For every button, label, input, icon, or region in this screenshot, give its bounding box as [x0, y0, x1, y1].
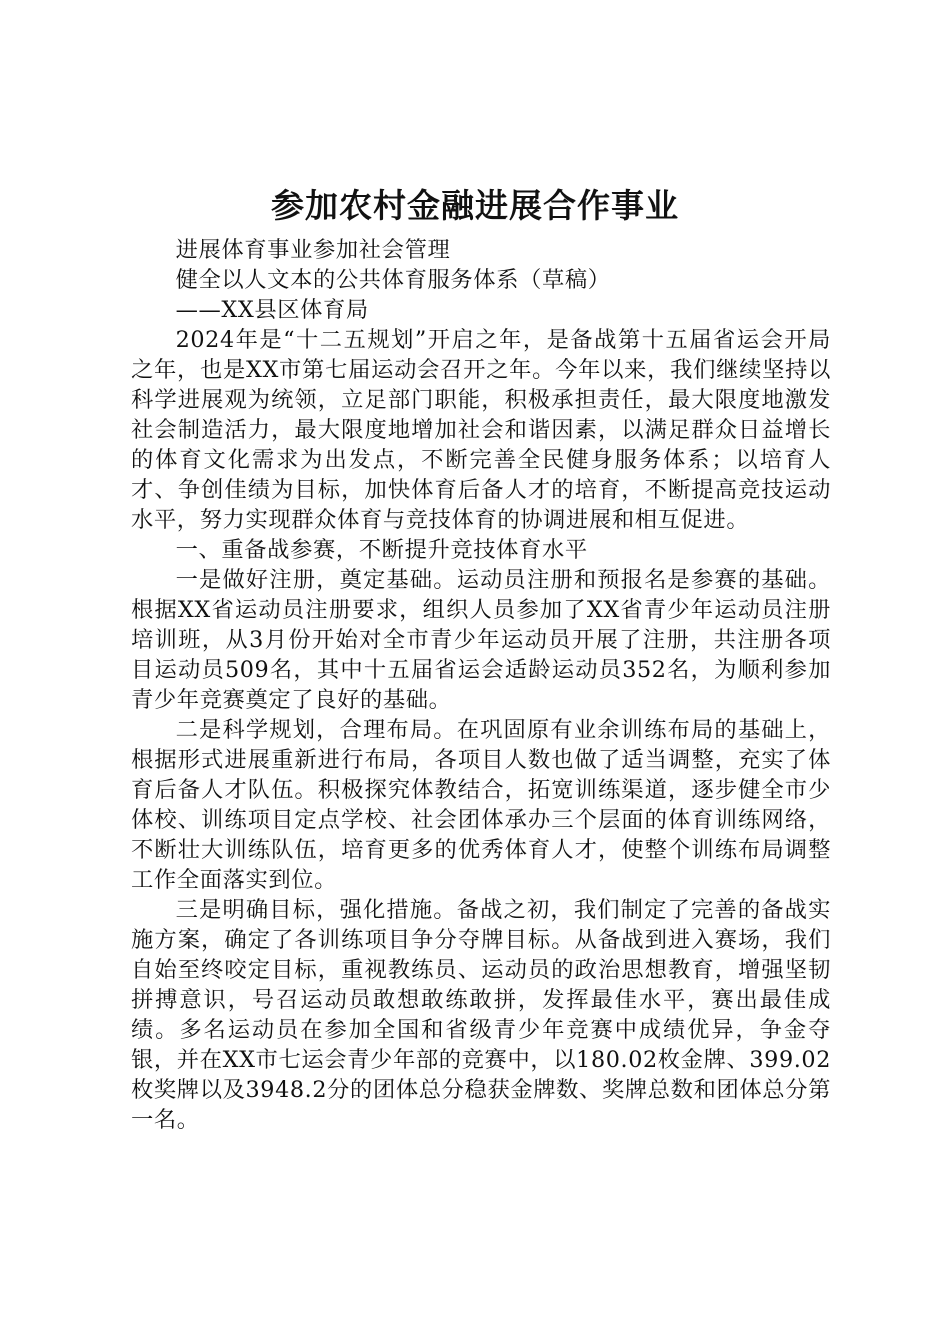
body-paragraph: 二是科学规划，合理布局。在巩固原有业余训练布局的基础上，根据形式进展重新进行布局，各项目人数也做了适当调整，充实了体育后备人才队伍。积极探究体教结合，拓宽训练渠道，逐步健全市少体校、训练项目定点学校、社会团体承办三个层面的体育训练网络，不断壮大训练队伍，培育更多的优秀体育人才，使整个训练布局调整工作全面落实到位。 [131, 717, 831, 893]
body-paragraph: 一是做好注册，奠定基础。运动员注册和预报名是参赛的基础。根据XX省运动员注册要求，组织人员参加了XX省青少年运动员注册培训班，从3月份开始对全市青少年运动员开展了注册，共注册各项目运动员509名，其中十五届省运会适龄运动员352名，为顺利参加青少年竞赛奠定了良好的基础。 [131, 567, 831, 713]
subtitle-line: 健全以人文本的公共体育服务体系（草稿） [175, 267, 611, 293]
document-body [131, 235, 831, 1135]
body-paragraph: 2024年是“十二五规划”开启之年，是备战第十五届省运会开局之年，也是XX市第七届运动会召开之年。今年以来，我们继续坚持以科学进展观为统领，立足部门职能，积极承担责任，最大限度地激发社会制造活力，最大限度地增加社会和谐因素，以满足群众日益增长的体育文化需求为出发点，不断完善全民健身服务体系；以培育人才、争创佳绩为目标，加快体育后备人才的培育，不断提高竞技运动水平，努力实现群众体育与竞技体育的协调进展和相互促进。 [131, 327, 831, 533]
section-heading: 一、重备战参赛，不断提升竞技体育水平 [175, 537, 588, 563]
subtitle-line: 进展体育事业参加社会管理 [175, 237, 451, 263]
document-title: 参加农村金融进展合作事业 [271, 186, 679, 225]
body-paragraph: 三是明确目标，强化措施。备战之初，我们制定了完善的备战实施方案，确定了各训练项目争分夺牌目标。从备战到进入赛场，我们自始至终咬定目标，重视教练员、运动员的政治思想教育，增强坚韧拼搏意识，号召运动员敢想敢练敢拼，发挥最佳水平，赛出最佳成绩。多名运动员在参加全国和省级青少年竞赛中成绩优异，争金夺银，并在XX市七运会青少年部的竞赛中，以180.02枚金牌、399.02枚奖牌以及3948.2分的团体总分稳获金牌数、奖牌总数和团体总分第一名。 [131, 897, 831, 1133]
author-line: ——XX县区体育局 [175, 297, 369, 323]
